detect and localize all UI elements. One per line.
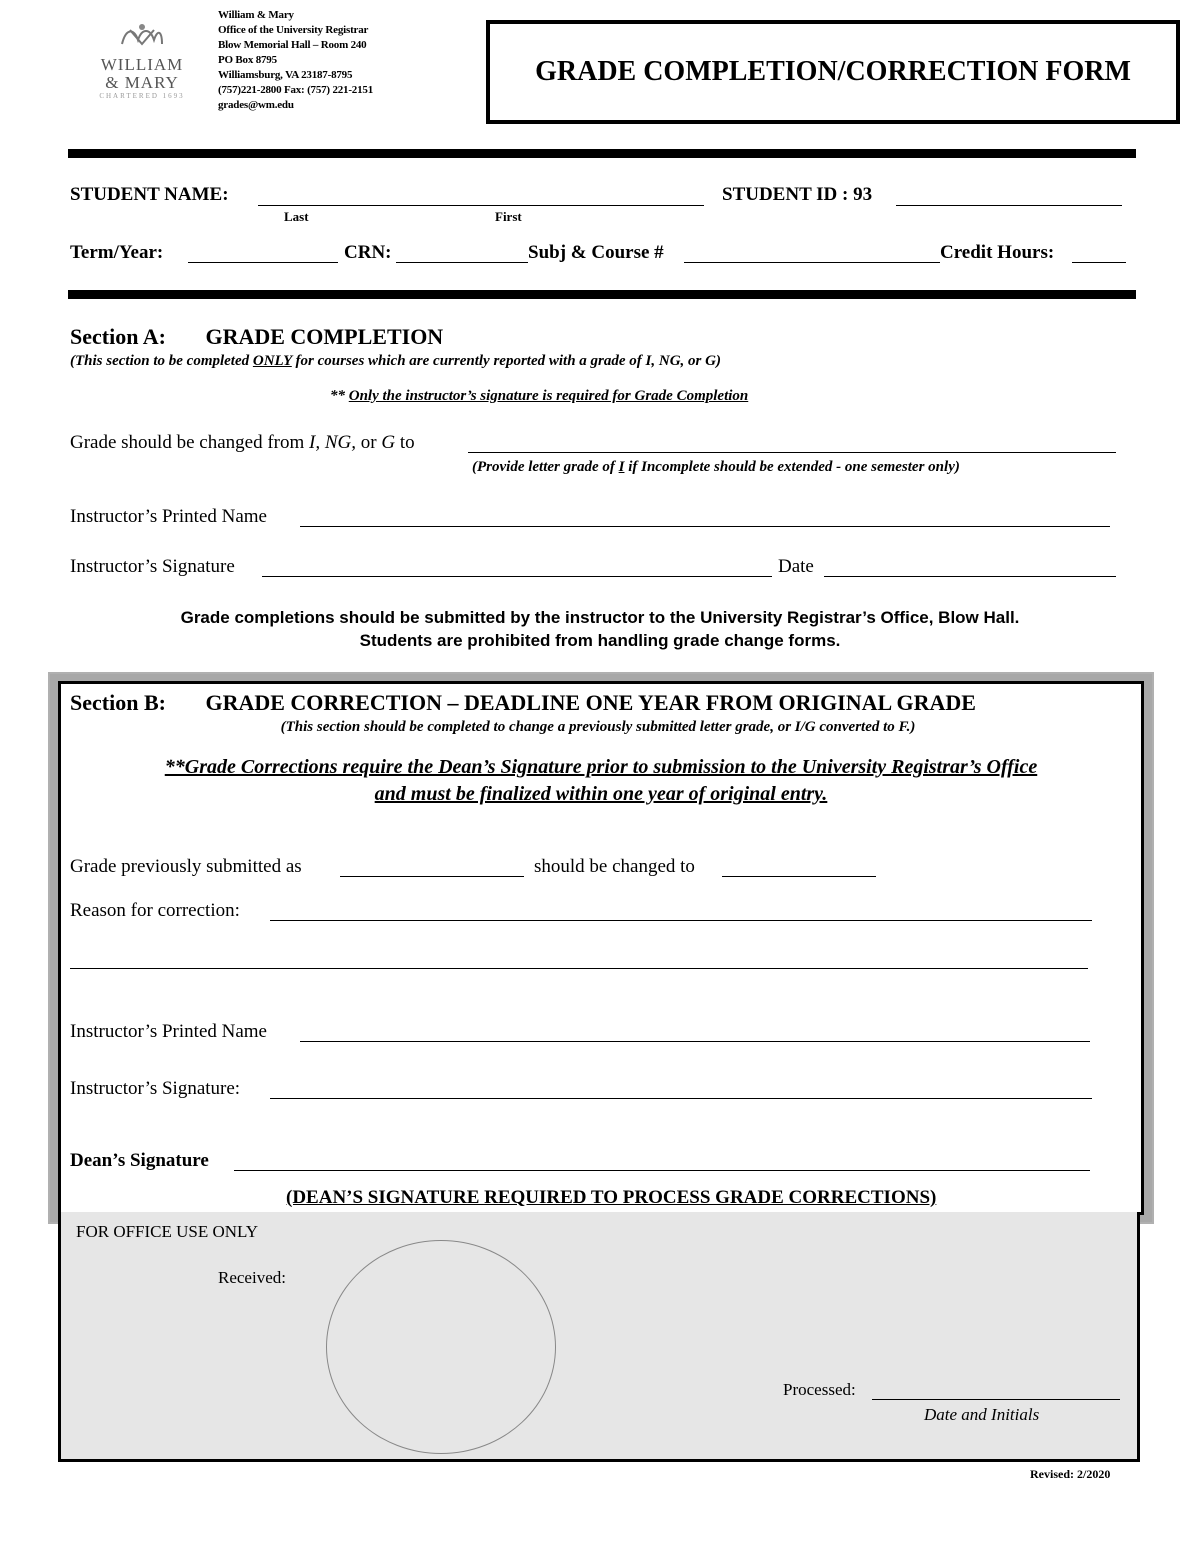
section-b-title: GRADE CORRECTION – DEADLINE ONE YEAR FROM ORIGINAL GRADE bbox=[205, 690, 976, 715]
note-line: **Grade Corrections require the Dean’s Signature prior to submission to the University Registrar’s Office bbox=[164, 756, 1038, 778]
section-a-label: Section A: bbox=[70, 324, 166, 349]
dean-requirement-note bbox=[62, 754, 1140, 808]
b-printed-name-label: Instructor’s Printed Name bbox=[70, 1021, 267, 1042]
term-year-label: Term/Year: bbox=[70, 242, 164, 263]
b-instructor-signature-field[interactable] bbox=[270, 1098, 1092, 1099]
provide-grade-note bbox=[472, 459, 960, 476]
new-grade-field[interactable] bbox=[468, 452, 1116, 453]
reason-label: Reason for correction: bbox=[70, 900, 240, 921]
subject-course-field[interactable] bbox=[684, 262, 940, 263]
crn-label: CRN: bbox=[344, 242, 392, 263]
dean-signature-field[interactable] bbox=[234, 1170, 1090, 1171]
grade-change-label bbox=[70, 432, 415, 454]
dean-signature-label: Dean’s Signature bbox=[70, 1150, 209, 1171]
instructor-printed-name-field[interactable] bbox=[300, 526, 1110, 527]
instructor-signature-note bbox=[330, 388, 748, 405]
label-text: I, NG, bbox=[309, 432, 356, 453]
date-label: Date bbox=[778, 556, 814, 577]
submission-notice bbox=[60, 606, 1140, 652]
date-initials-caption: Date and Initials bbox=[924, 1405, 1040, 1424]
crn-field[interactable] bbox=[396, 262, 528, 263]
revision-date: Revised: 2/2020 bbox=[1030, 1467, 1111, 1481]
received-label: Received: bbox=[218, 1268, 286, 1287]
b-signature-label: Instructor’s Signature: bbox=[70, 1078, 241, 1099]
reason-field-line-2[interactable] bbox=[70, 968, 1088, 969]
label-text: to bbox=[395, 432, 415, 453]
student-info-divider bbox=[68, 290, 1136, 299]
address-line: Office of the University Registrar bbox=[218, 24, 369, 36]
address-line: Blow Memorial Hall – Room 240 bbox=[218, 39, 367, 51]
cypher-crest-icon bbox=[82, 22, 202, 56]
address-line: Williamsburg, VA 23187-8795 bbox=[218, 69, 353, 81]
form-title: GRADE COMPLETION/CORRECTION FORM bbox=[535, 56, 1131, 87]
section-a-title: GRADE COMPLETION bbox=[205, 324, 444, 349]
student-name-field[interactable] bbox=[258, 205, 704, 206]
credit-hours-field[interactable] bbox=[1072, 262, 1126, 263]
note-text: (This section to be completed bbox=[70, 353, 253, 369]
label-text: or bbox=[356, 432, 382, 453]
last-name-caption: Last bbox=[284, 209, 309, 224]
logo-line-3: CHARTERED 1693 bbox=[99, 92, 185, 100]
note-text: Only the instructor’s signature is required for Grade Completion bbox=[348, 388, 749, 404]
received-stamp-area bbox=[326, 1240, 556, 1454]
student-id-field[interactable] bbox=[896, 205, 1122, 206]
subject-course-label: Subj & Course # bbox=[528, 242, 664, 263]
notice-line: Grade completions should be submitted by the instructor to the University Registrar’s Office, Blow Hall. bbox=[180, 608, 1020, 627]
instructor-signature-label: Instructor’s Signature bbox=[70, 556, 235, 577]
registrar-address bbox=[218, 8, 373, 113]
b-instructor-printed-name-field[interactable] bbox=[300, 1041, 1090, 1042]
date-field[interactable] bbox=[824, 576, 1116, 577]
student-id-label: STUDENT ID : 93 bbox=[722, 184, 873, 205]
previous-grade-field[interactable] bbox=[340, 876, 524, 877]
processed-label: Processed: bbox=[783, 1380, 856, 1399]
notice-line: Students are prohibited from handling grade change forms. bbox=[359, 631, 841, 650]
prev-grade-label: Grade previously submitted as bbox=[70, 856, 302, 877]
dean-required-note: (DEAN’S SIGNATURE REQUIRED TO PROCESS GRADE CORRECTIONS) bbox=[286, 1187, 937, 1208]
note-prefix: ** bbox=[330, 388, 349, 404]
student-name-label: STUDENT NAME: bbox=[70, 184, 229, 205]
note-line: and must be finalized within one year of original entry. bbox=[374, 783, 828, 805]
header-divider bbox=[68, 149, 1136, 158]
address-line: William & Mary bbox=[218, 9, 294, 21]
note-text: if Incomplete should be extended - one semester only) bbox=[624, 459, 960, 475]
label-text: Grade should be changed from bbox=[70, 432, 310, 453]
changed-to-label: should be changed to bbox=[534, 856, 695, 877]
section-a-heading bbox=[70, 324, 443, 350]
note-text: I bbox=[618, 459, 625, 475]
first-name-caption: First bbox=[495, 209, 522, 224]
corrected-grade-field[interactable] bbox=[722, 876, 876, 877]
printed-name-label: Instructor’s Printed Name bbox=[70, 506, 267, 527]
address-line: (757)221-2800 Fax: (757) 221-2151 bbox=[218, 84, 374, 96]
section-b-label: Section B: bbox=[70, 690, 166, 715]
office-use-label: FOR OFFICE USE ONLY bbox=[76, 1222, 259, 1241]
form-title-box bbox=[486, 20, 1180, 124]
section-a-note bbox=[70, 353, 721, 370]
address-line: PO Box 8795 bbox=[218, 54, 277, 66]
note-only: ONLY bbox=[252, 353, 292, 369]
logo-line-2: & MARY bbox=[105, 73, 179, 92]
note-text: (Provide letter grade of bbox=[472, 459, 619, 475]
processed-field[interactable] bbox=[872, 1399, 1120, 1400]
address-line: grades@wm.edu bbox=[218, 99, 294, 111]
term-year-field[interactable] bbox=[188, 262, 338, 263]
section-b-heading bbox=[70, 690, 976, 716]
section-b-note: (This section should be completed to change a previously submitted letter grade, or I/G converted to F.) bbox=[280, 719, 916, 735]
label-text: G bbox=[381, 432, 396, 453]
credit-hours-label: Credit Hours: bbox=[940, 242, 1055, 263]
reason-field[interactable] bbox=[270, 920, 1092, 921]
university-logo bbox=[82, 22, 202, 100]
note-text: for courses which are currently reported with a grade of I, NG, or G) bbox=[291, 353, 721, 369]
instructor-signature-field[interactable] bbox=[262, 576, 772, 577]
logo-line-1: WILLIAM bbox=[100, 55, 184, 74]
